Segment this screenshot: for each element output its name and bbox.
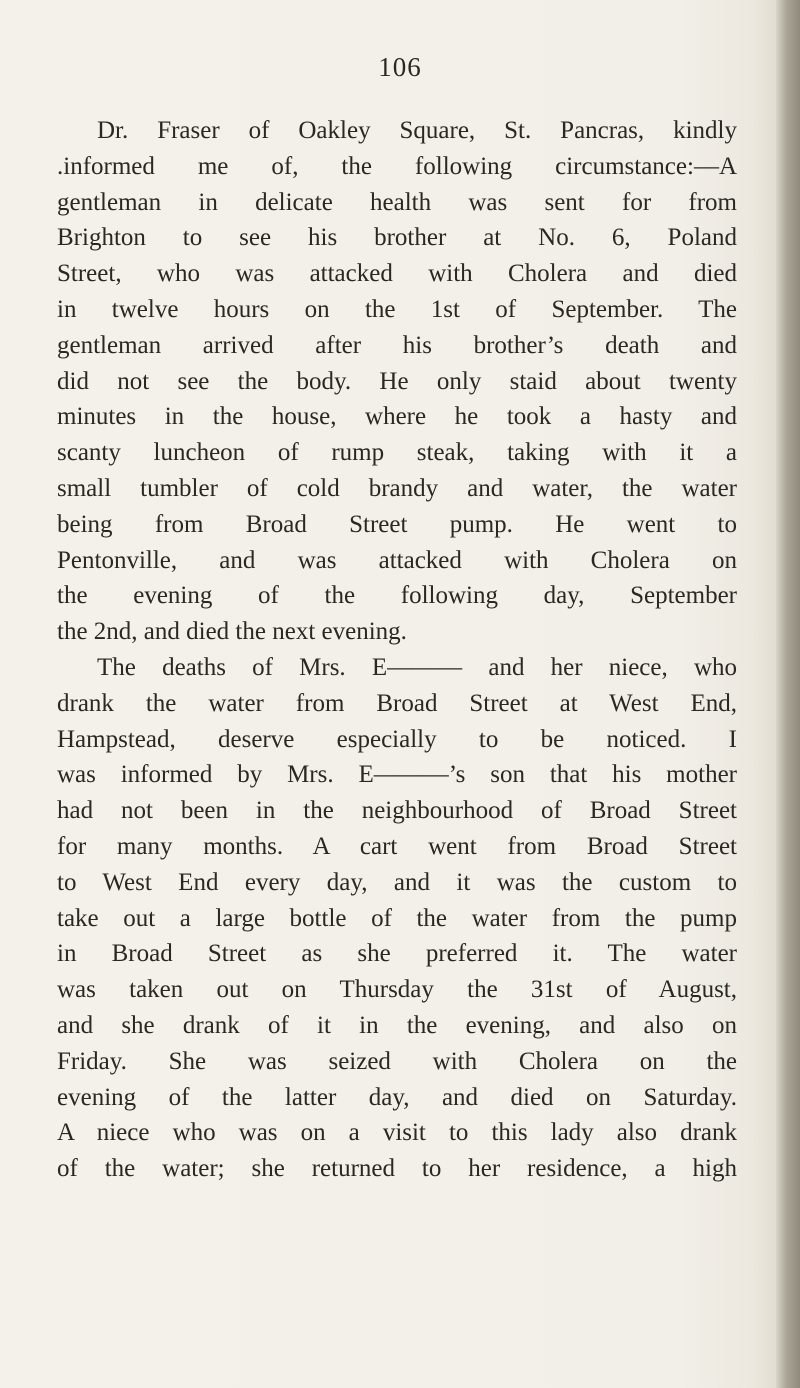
text-line: in twelve hours on the 1st of September. The — [57, 295, 737, 323]
page-number: 106 — [378, 52, 422, 82]
text-line: the evening of the following day, September — [57, 582, 737, 610]
text-line: was taken out on Thursday the 31st of August, — [57, 976, 737, 1004]
text-line: gentleman in delicate health was sent for from — [57, 188, 737, 216]
page-edge — [776, 0, 800, 1388]
text-line: small tumbler of cold brandy and water, the water — [57, 474, 737, 502]
text-line: Hampstead, deserve especially to be noticed. I — [57, 725, 737, 753]
text-line: evening of the latter day, and died on Saturday. — [57, 1083, 737, 1111]
text-line: in Broad Street as she preferred it. The water — [57, 940, 737, 968]
text-line: scanty luncheon of rump steak, taking with it a — [57, 439, 737, 467]
text-line: gentleman arrived after his brother’s death and — [57, 331, 737, 359]
text-line: Pentonville, and was attacked with Cholera on — [57, 546, 737, 574]
text-line: drank the water from Broad Street at West End, — [57, 689, 737, 717]
text-line: .informed me of, the following circumstance:—A — [57, 152, 737, 180]
text-line: Dr. Fraser of Oakley Square, St. Pancras, kindly — [97, 117, 737, 144]
text-line: Friday. She was seized with Cholera on the — [57, 1047, 737, 1075]
text-line: had not been in the neighbourhood of Broad Street — [57, 797, 737, 825]
text-line: of the water; she returned to her residence, a high — [57, 1155, 737, 1183]
text-line: and she drank of it in the evening, and also on — [57, 1011, 737, 1039]
text-line: A niece who was on a visit to this lady also drank — [57, 1119, 737, 1147]
text-line: take out a large bottle of the water from the pump — [57, 904, 737, 932]
text-line: minutes in the house, where he took a hasty and — [57, 403, 737, 431]
text-line: being from Broad Street pump. He went to — [57, 510, 737, 538]
text-line: did not see the body. He only staid about twenty — [57, 367, 737, 395]
text-line: the 2nd, and died the next evening. — [57, 618, 407, 646]
text-line: was informed by Mrs. E———’s son that his mother — [57, 761, 737, 789]
text-line: Street, who was attacked with Cholera and died — [57, 260, 737, 288]
body-text — [57, 113, 737, 1187]
text-line: Brighton to see his brother at No. 6, Poland — [57, 224, 737, 252]
text-line: for many months. A cart went from Broad Street — [57, 832, 737, 860]
text-line: The deaths of Mrs. E——— and her niece, who — [97, 653, 737, 681]
text-line: to West End every day, and it was the custom to — [57, 868, 737, 896]
